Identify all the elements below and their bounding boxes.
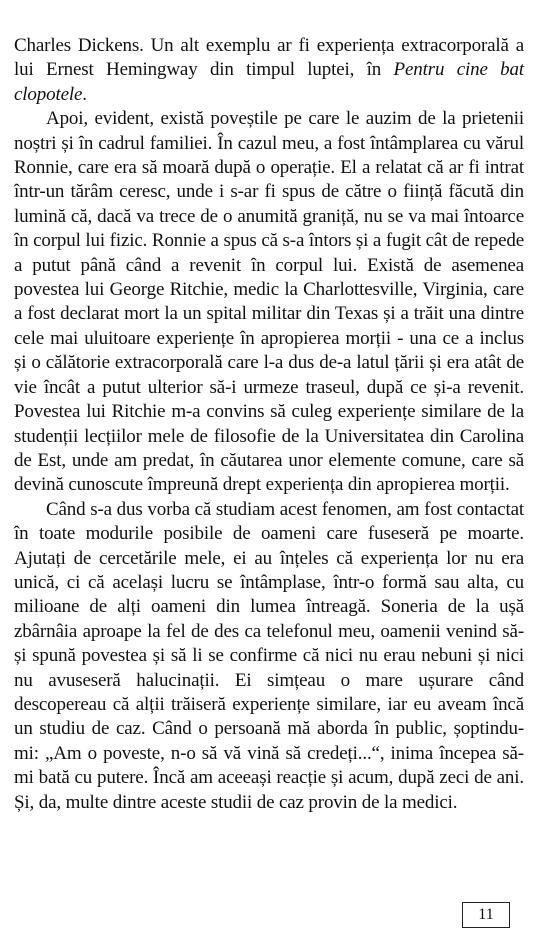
page-number-text: 11	[478, 906, 494, 923]
paragraph-1	[14, 34, 524, 107]
page-number	[462, 902, 510, 928]
paragraph-2: Apoi, evident, există poveștile pe care le auzim de la prietenii noștri și în cadrul familiei. În cazul meu, a fost întâmplarea cu vărul Ronnie, care era să moară după o operație. El a relatat că ar fi intrat într-un tărâm ceresc, unde i s-ar fi spus de către o ființă făcută din lumină că, dacă va trece de o anumită graniță, nu se va mai întoarce în corpul lui fizic. Ronnie a spus că s-a întors și a fugit cât de repede a putut până când a revenit în corpul lui. Există de asemenea povestea lui George Ritchie, medic la Charlottesville, Virginia, care a fost declarat mort la un spital militar din Texas și a trăit una dintre cele mai uluitoare experiențe în apropierea morții - una ce a inclus și o călătorie extracorporală care l-a dus de-a latul țării și era atât de vie încât a putut ulterior să-i urmeze traseul, după ce și-a revenit. Povestea lui Ritchie m-a convins să culeg experiențe similare de la studenții lecțiilor mele de filosofie de la Universitatea din Carolina de Est, unde am predat, în căutarea unor elemente comune, care să devină cunoscute împreună drept experiența din apropierea morții.	[14, 108, 524, 496]
paragraph-3: Când s-a dus vorba că studiam acest fenomen, am fost contactat în toate modurile posibile de oameni care fuseseră pe moarte. Ajutați de cercetările mele, ei au înțeles că experiența lor nu era unică, ci că același lucru se întâmplase, într-o formă sau alta, cu milioane de alți oameni din lumea întreagă. Soneria de la ușă zbârnâia aproape la fel de des ca telefonul meu, oamenii venind să-și spună povestea și să li se confirme că nici nu erau nebuni și nici nu avuseseră halucinații. Ei simțeau o mare ușurare când descopereau că alții trăiseră experiențe similare, iar eu aveam încă un studiu de caz. Când o persoană mă aborda în public, șoptindu-mi: „Am o poveste, n-o să vă vină să credeți...“, inima începea să-mi bată cu putere. Încă am aceeași reacție și acum, după zeci de ani. Și, da, multe dintre aceste studii de caz provin de la medici.	[14, 498, 524, 813]
paragraph-1-text: Charles Dickens. Un alt exemplu ar fi experiența extracorporală a lui Ernest Hemingway din timpul luptei, în	[14, 35, 524, 81]
paragraph-1-end: .	[82, 83, 87, 105]
page-body	[14, 34, 524, 815]
book-title: Pentru cine bat clopotele	[14, 59, 524, 105]
